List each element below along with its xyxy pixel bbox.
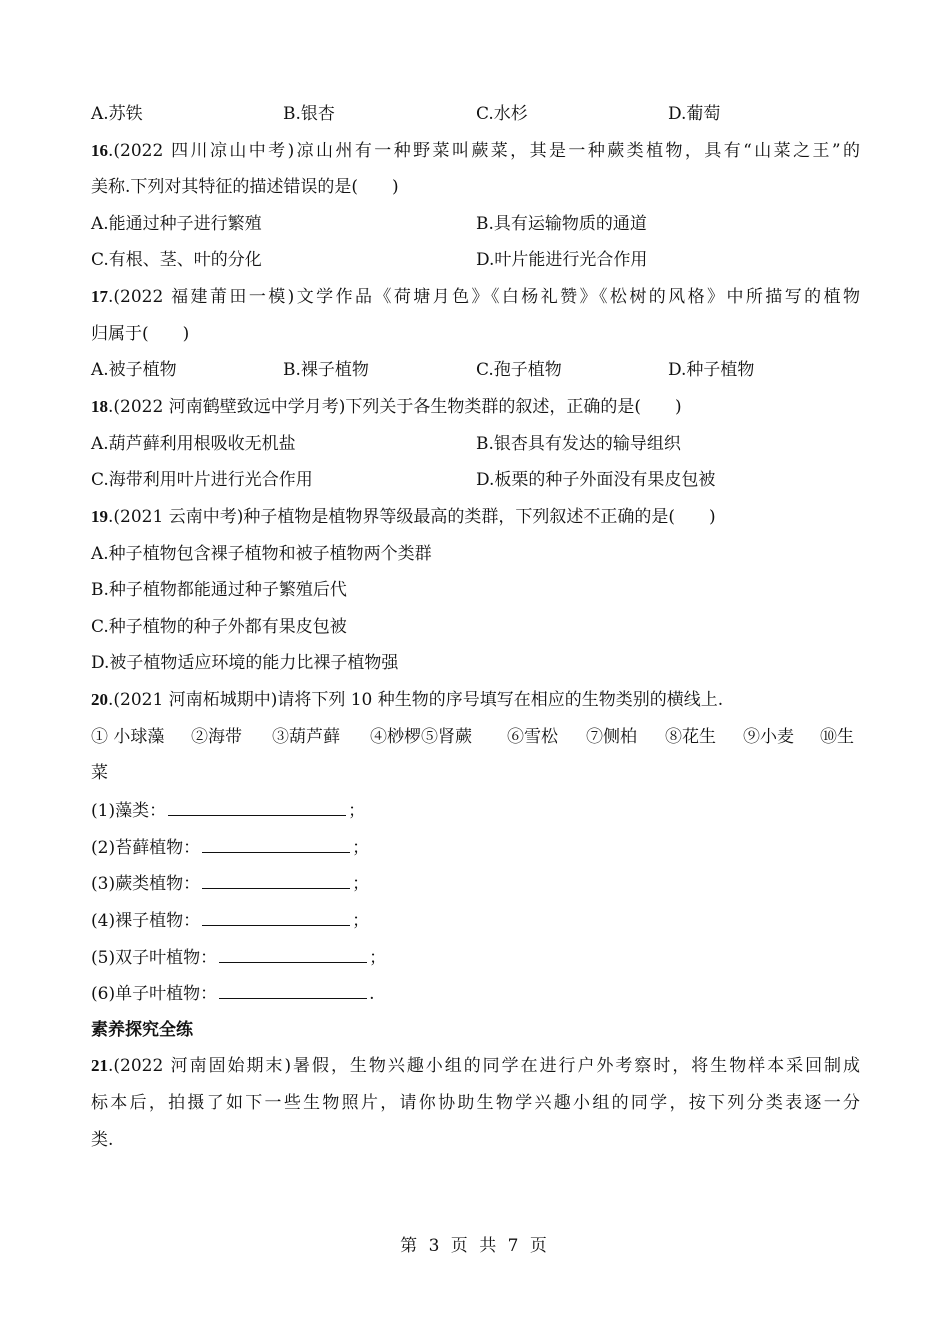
q18-text-1: .(2022 河南鹤壁致远中学月考)下列关于各生物类群的叙述，正确的是( ) <box>108 397 682 417</box>
organism-8: ⑧花生 <box>665 727 716 747</box>
q21-stem-line3: 类. <box>91 1130 114 1150</box>
q20-blank-1 <box>91 797 860 823</box>
organism-9: ⑨小麦 <box>743 727 794 747</box>
blank-5-answer-line[interactable] <box>219 944 367 963</box>
q21-text-1: .(2022 河南固始期末)暑假，生物兴趣小组的同学在进行户外考察时，将生物样本采回制成 <box>108 1056 860 1076</box>
q16-options-row1 <box>91 211 860 237</box>
blank-3-answer-line[interactable] <box>202 870 350 889</box>
q18-option-d: D.板栗的种子外面没有果皮包被 <box>476 470 716 490</box>
blank-4-answer-line[interactable] <box>202 907 350 926</box>
q20-blank-6 <box>91 980 860 1006</box>
blank-5-end: ； <box>369 948 387 968</box>
q20-organism-list <box>91 724 860 750</box>
q18-options-row2 <box>91 467 860 493</box>
q19-stem <box>91 504 860 530</box>
q19-option-d: D.被子植物适应环境的能力比裸子植物强 <box>91 653 399 673</box>
q20-blank-2 <box>91 834 860 860</box>
q21-stem-line2: 标本后，拍摄了如下一些生物照片，请你协助生物学兴趣小组的同学，按下列分类表逐一分 <box>91 1093 860 1113</box>
blank-2-label: (2)苔藓植物： <box>91 838 201 858</box>
q16-options-row2 <box>91 247 860 273</box>
blank-1-label: (1)藻类： <box>91 801 167 821</box>
q18-stem <box>91 394 860 420</box>
q17-stem-line2: 归属于( ) <box>91 324 190 344</box>
q17-option-a: A.被子植物 <box>91 360 177 380</box>
q17-stem-line1 <box>91 284 860 310</box>
blank-1-end: ； <box>348 801 366 821</box>
q16-text-1: .(2022 四川凉山中考)凉山州有一种野菜叫蕨菜，其是一种蕨类植物，具有“山菜之王”的 <box>108 141 860 161</box>
blank-4-label: (4)裸子植物： <box>91 911 201 931</box>
blank-3-end: ； <box>352 874 370 894</box>
q20-blank-3 <box>91 870 860 896</box>
blank-2-end: ； <box>352 838 370 858</box>
q16-option-d: D.叶片能进行光合作用 <box>476 250 648 270</box>
blank-3-label: (3)蕨类植物： <box>91 874 201 894</box>
q18-option-b: B.银杏具有发达的输导组织 <box>476 434 681 454</box>
q19-option-c: C.种子植物的种子外都有果皮包被 <box>91 617 347 637</box>
q20-text-1: .(2021 河南柘城期中)请将下列 10 种生物的序号填写在相应的生物类别的横线上. <box>108 690 724 710</box>
q20-blank-4 <box>91 907 860 933</box>
q19-option-b: B.种子植物都能通过种子繁殖后代 <box>91 580 347 600</box>
q16-option-a: A.能通过种子进行繁殖 <box>91 214 262 234</box>
q18-options-row1 <box>91 431 860 457</box>
blank-6-end: . <box>369 984 375 1004</box>
organism-1: ① 小球藻 <box>91 727 165 747</box>
q16-number: 16 <box>91 141 108 160</box>
q18-option-a: A.葫芦藓利用根吸收无机盐 <box>91 434 296 454</box>
q20-blank-5 <box>91 944 860 970</box>
q20-organism-list-wrap: 菜 <box>91 763 108 783</box>
q16-stem-line2: 美称.下列对其特征的描述错误的是( ) <box>91 177 399 197</box>
q17-options <box>91 357 860 383</box>
organism-10: ⑩生 <box>820 727 854 747</box>
q17-option-c: C.孢子植物 <box>476 360 562 380</box>
q21-number: 21 <box>91 1056 108 1075</box>
q15-option-b: B.银杏 <box>283 104 335 124</box>
organism-2: ②海带 <box>191 727 242 747</box>
blank-4-end: ； <box>352 911 370 931</box>
q15-option-a: A.苏铁 <box>91 104 143 124</box>
organism-3: ③葫芦藓 <box>272 727 340 747</box>
blank-6-answer-line[interactable] <box>219 980 367 999</box>
q21-stem-line1 <box>91 1053 860 1079</box>
blank-2-answer-line[interactable] <box>202 834 350 853</box>
q15-options <box>91 101 860 127</box>
q20-stem <box>91 687 860 713</box>
organism-4-5: ④桫椤⑤肾蕨 <box>370 727 472 747</box>
q18-option-c: C.海带利用叶片进行光合作用 <box>91 470 313 490</box>
blank-6-label: (6)单子叶植物： <box>91 984 218 1004</box>
q19-number: 19 <box>91 507 108 526</box>
section-title: 素养探究全练 <box>91 1020 193 1040</box>
q17-option-d: D.种子植物 <box>668 360 755 380</box>
q16-option-b: B.具有运输物质的通道 <box>476 214 647 234</box>
organism-7: ⑦侧柏 <box>586 727 637 747</box>
q20-number: 20 <box>91 690 108 709</box>
q15-option-c: C.水杉 <box>476 104 528 124</box>
page-footer: 第 3 页 共 7 页 <box>400 1236 550 1256</box>
q17-option-b: B.裸子植物 <box>283 360 369 380</box>
q19-option-a: A.种子植物包含裸子植物和被子植物两个类群 <box>91 544 432 564</box>
q15-option-d: D.葡萄 <box>668 104 721 124</box>
blank-1-answer-line[interactable] <box>168 797 346 816</box>
blank-5-label: (5)双子叶植物： <box>91 948 218 968</box>
q16-option-c: C.有根、茎、叶的分化 <box>91 250 262 270</box>
q17-text-1: .(2022 福建莆田一模)文学作品《荷塘月色》《白杨礼赞》《松树的风格》中所描写的植物 <box>108 287 860 307</box>
q19-text-1: .(2021 云南中考)种子植物是植物界等级最高的类群，下列叙述不正确的是( ) <box>108 507 716 527</box>
q17-number: 17 <box>91 287 108 306</box>
q16-stem-line1 <box>91 138 860 164</box>
q18-number: 18 <box>91 397 108 416</box>
organism-6: ⑥雪松 <box>507 727 558 747</box>
